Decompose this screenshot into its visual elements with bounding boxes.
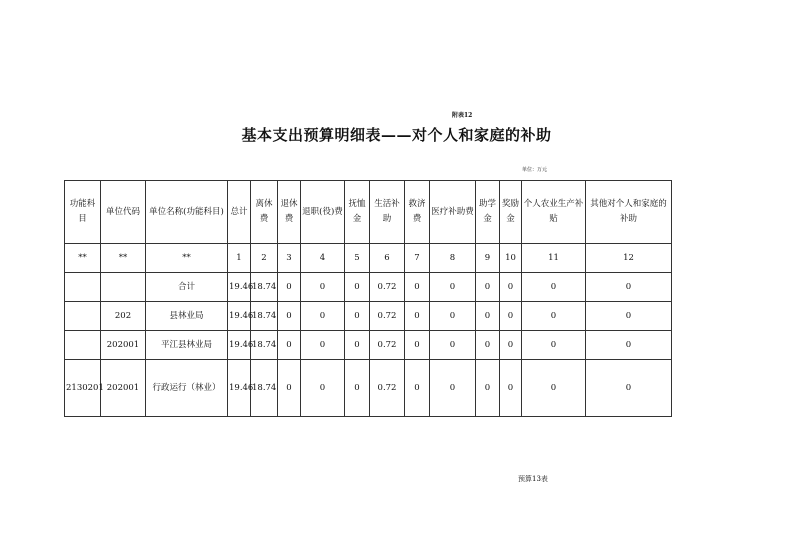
header-cell: 退职(役)费 (301, 181, 345, 244)
value-cell: 0 (522, 360, 586, 417)
unit-code-cell: 202 (101, 302, 146, 331)
value-cell: 18.74 (251, 273, 278, 302)
table-row (65, 331, 672, 360)
table-row (65, 273, 672, 302)
header-cell: 抚恤金 (345, 181, 370, 244)
value-cell: 18.74 (251, 360, 278, 417)
value-cell: 0 (430, 302, 476, 331)
value-cell: 0 (278, 360, 301, 417)
value-cell: 19.46 (228, 273, 251, 302)
function-code-cell: 2130201 (65, 360, 101, 417)
function-code-cell (65, 331, 101, 360)
value-cell: 0.72 (370, 360, 405, 417)
function-code-cell (65, 273, 101, 302)
header-cell: 离休费 (251, 181, 278, 244)
value-cell: 0 (500, 302, 522, 331)
index-cell: 3 (278, 244, 301, 273)
value-cell: 0 (405, 360, 430, 417)
index-row (65, 244, 672, 273)
unit-name-cell: 县林业局 (146, 302, 228, 331)
unit-name-cell: 合计 (146, 273, 228, 302)
header-cell: 医疗补助费 (430, 181, 476, 244)
unit-code-cell: 202001 (101, 331, 146, 360)
value-cell: 0 (345, 360, 370, 417)
index-cell: 1 (228, 244, 251, 273)
value-cell: 0 (301, 302, 345, 331)
value-cell: 0 (345, 302, 370, 331)
value-cell: 19.46 (228, 302, 251, 331)
value-cell: 0 (476, 273, 500, 302)
value-cell: 0 (476, 360, 500, 417)
value-cell: 0 (405, 302, 430, 331)
index-cell: 12 (586, 244, 672, 273)
header-cell: 总计 (228, 181, 251, 244)
table-number-label: 预算13表 (518, 475, 548, 483)
index-cell: 6 (370, 244, 405, 273)
value-cell: 19.46 (228, 360, 251, 417)
value-cell: 18.74 (251, 302, 278, 331)
index-cell: ** (65, 244, 101, 273)
value-cell: 0 (345, 273, 370, 302)
header-cell: 奖励金 (500, 181, 522, 244)
index-cell: 11 (522, 244, 586, 273)
table-row (65, 360, 672, 417)
index-cell: 9 (476, 244, 500, 273)
header-cell: 单位代码 (101, 181, 146, 244)
table-row (65, 302, 672, 331)
value-cell: 0 (430, 360, 476, 417)
value-cell: 0 (500, 273, 522, 302)
value-cell: 0.72 (370, 331, 405, 360)
value-cell: 0.72 (370, 273, 405, 302)
value-cell: 0 (476, 302, 500, 331)
annex-label: 附表12 (452, 112, 473, 119)
index-cell: ** (101, 244, 146, 273)
header-cell: 生活补助 (370, 181, 405, 244)
value-cell: 0 (586, 273, 672, 302)
value-cell: 19.46 (228, 331, 251, 360)
unit-code-cell: 202001 (101, 360, 146, 417)
page-title: 基本支出预算明细表——对个人和家庭的补助 (241, 126, 552, 144)
header-cell: 助学金 (476, 181, 500, 244)
index-cell: 5 (345, 244, 370, 273)
value-cell: 0 (278, 302, 301, 331)
index-cell: 10 (500, 244, 522, 273)
unit-label: 单位：万元 (522, 167, 548, 173)
header-cell: 退休费 (278, 181, 301, 244)
value-cell: 0 (345, 331, 370, 360)
header-cell: 功能科目 (65, 181, 101, 244)
index-cell: 7 (405, 244, 430, 273)
value-cell: 18.74 (251, 331, 278, 360)
value-cell: 0 (500, 360, 522, 417)
unit-name-cell: 行政运行（林业） (146, 360, 228, 417)
value-cell: 0 (301, 331, 345, 360)
index-cell: ** (146, 244, 228, 273)
header-row (65, 181, 672, 244)
value-cell: 0 (586, 331, 672, 360)
header-cell: 其他对个人和家庭的补助 (586, 181, 672, 244)
function-code-cell (65, 302, 101, 331)
value-cell: 0 (405, 331, 430, 360)
value-cell: 0 (586, 302, 672, 331)
unit-code-cell (101, 273, 146, 302)
value-cell: 0 (522, 331, 586, 360)
value-cell: 0 (476, 331, 500, 360)
value-cell: 0 (278, 273, 301, 302)
value-cell: 0.72 (370, 302, 405, 331)
value-cell: 0 (522, 302, 586, 331)
value-cell: 0 (405, 273, 430, 302)
value-cell: 0 (430, 331, 476, 360)
header-cell: 救济费 (405, 181, 430, 244)
index-cell: 2 (251, 244, 278, 273)
header-cell: 单位名称(功能科目) (146, 181, 228, 244)
index-cell: 4 (301, 244, 345, 273)
budget-table (64, 180, 672, 417)
value-cell: 0 (278, 331, 301, 360)
value-cell: 0 (522, 273, 586, 302)
unit-name-cell: 平江县林业局 (146, 331, 228, 360)
value-cell: 0 (430, 273, 476, 302)
header-cell: 个人农业生产补贴 (522, 181, 586, 244)
index-cell: 8 (430, 244, 476, 273)
value-cell: 0 (500, 331, 522, 360)
value-cell: 0 (301, 360, 345, 417)
value-cell: 0 (586, 360, 672, 417)
value-cell: 0 (301, 273, 345, 302)
